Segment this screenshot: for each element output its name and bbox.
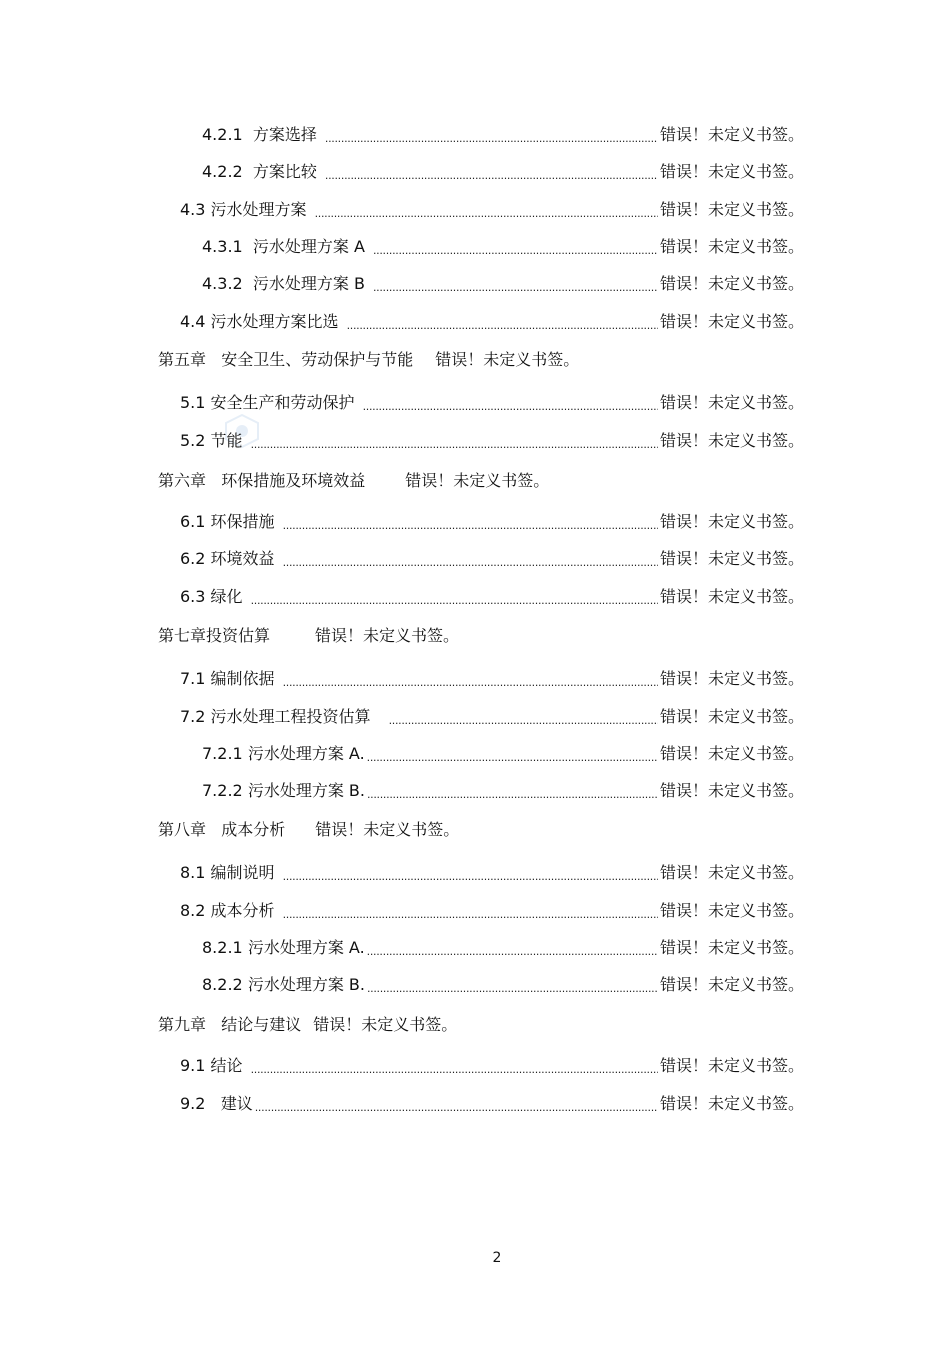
dot-leader xyxy=(325,123,658,147)
dot-leader xyxy=(315,198,658,222)
toc-entry-label: 5.2 节能 xyxy=(180,431,243,450)
toc-entry-label: 6.2 环境效益 xyxy=(180,549,275,568)
toc-chapter-ref: 错误！未定义书签。 xyxy=(313,1015,458,1034)
toc-entry-ref: 错误！未定义书签。 xyxy=(659,1056,804,1075)
dot-leader xyxy=(373,235,658,259)
toc-entry[interactable] xyxy=(202,235,804,259)
toc-entry[interactable] xyxy=(202,123,804,147)
toc-entry[interactable] xyxy=(180,510,804,534)
toc-chapter[interactable] xyxy=(158,1013,457,1037)
toc-entry-ref: 错误！未定义书签。 xyxy=(659,274,804,293)
dot-leader xyxy=(367,936,658,960)
dot-leader xyxy=(389,705,658,729)
toc-entry[interactable] xyxy=(180,198,804,222)
toc-entry[interactable] xyxy=(202,160,804,184)
toc-entry-ref: 错误！未定义书签。 xyxy=(659,901,804,920)
toc-entry-label: 8.2.2 污水处理方案 B. xyxy=(202,975,365,994)
page-number: 2 xyxy=(492,1250,502,1266)
toc-entry-ref: 错误！未定义书签。 xyxy=(659,707,804,726)
dot-leader xyxy=(283,861,658,885)
toc-entry-ref: 错误！未定义书签。 xyxy=(659,237,804,256)
dot-leader xyxy=(251,1054,658,1078)
toc-chapter-label: 第六章 环保措施及环境效益 xyxy=(158,471,366,490)
toc-chapter-label: 第九章 结论与建议 xyxy=(158,1015,302,1034)
dot-leader xyxy=(283,510,658,534)
toc-entry[interactable] xyxy=(202,272,804,296)
dot-leader xyxy=(283,899,658,923)
toc-entry[interactable] xyxy=(180,899,804,923)
toc-entry[interactable] xyxy=(180,705,804,729)
toc-entry-label: 4.3 污水处理方案 xyxy=(180,200,307,219)
toc-chapter-label: 第七章投资估算 xyxy=(158,626,271,645)
toc-entry-ref: 错误！未定义书签。 xyxy=(659,863,804,882)
toc-entry[interactable] xyxy=(180,1054,804,1078)
toc-entry[interactable] xyxy=(180,667,804,691)
toc-chapter-label: 第八章 成本分析 xyxy=(158,820,286,839)
toc-entry-label: 4.2.2 方案比较 xyxy=(202,162,317,181)
toc-chapter[interactable] xyxy=(158,624,459,648)
toc-chapter-ref: 错误！未定义书签。 xyxy=(405,471,550,490)
toc-entry[interactable] xyxy=(202,973,804,997)
toc-entry-label: 7.2.1 污水处理方案 A. xyxy=(202,744,365,763)
toc-entry-ref: 错误！未定义书签。 xyxy=(659,200,804,219)
toc-entry-label: 9.2 建议 xyxy=(180,1094,253,1113)
dot-leader xyxy=(283,667,658,691)
toc-entry-label: 7.1 编制依据 xyxy=(180,669,275,688)
toc-entry-label: 5.1 安全生产和劳动保护 xyxy=(180,393,355,412)
toc-entry-ref: 错误！未定义书签。 xyxy=(659,431,804,450)
dot-leader xyxy=(367,973,658,997)
toc-entry-ref: 错误！未定义书签。 xyxy=(659,512,804,531)
toc-entry-label: 8.2 成本分析 xyxy=(180,901,275,920)
toc-entry-ref: 错误！未定义书签。 xyxy=(659,549,804,568)
toc-entry-label: 6.3 绿化 xyxy=(180,587,243,606)
dot-leader xyxy=(373,272,658,296)
toc-entry-label: 4.4 污水处理方案比选 xyxy=(180,312,339,331)
toc-chapter-ref: 错误！未定义书签。 xyxy=(435,350,580,369)
toc-entry-label: 9.1 结论 xyxy=(180,1056,243,1075)
toc-entry-ref: 错误！未定义书签。 xyxy=(659,312,804,331)
toc-entry-ref: 错误！未定义书签。 xyxy=(659,125,804,144)
toc-entry[interactable] xyxy=(202,742,804,766)
dot-leader xyxy=(347,310,658,334)
toc-chapter-ref: 错误！未定义书签。 xyxy=(315,820,460,839)
toc-entry-ref: 错误！未定义书签。 xyxy=(659,669,804,688)
toc-entry-label: 7.2.2 污水处理方案 B. xyxy=(202,781,365,800)
dot-leader xyxy=(251,429,658,453)
toc-entry-ref: 错误！未定义书签。 xyxy=(659,938,804,957)
toc-entry-label: 4.2.1 方案选择 xyxy=(202,125,317,144)
toc-entry[interactable] xyxy=(180,429,804,453)
toc-entry-label: 8.2.1 污水处理方案 A. xyxy=(202,938,365,957)
toc-entry[interactable] xyxy=(180,391,804,415)
toc-entry-label: 8.1 编制说明 xyxy=(180,863,275,882)
toc-chapter-ref: 错误！未定义书签。 xyxy=(315,626,460,645)
toc-entry[interactable] xyxy=(202,779,804,803)
dot-leader xyxy=(325,160,658,184)
dot-leader xyxy=(367,779,658,803)
toc-chapter[interactable] xyxy=(158,818,459,842)
dot-leader xyxy=(367,742,658,766)
toc-entry-label: 7.2 污水处理工程投资估算 xyxy=(180,707,371,726)
toc-entry-label: 6.1 环保措施 xyxy=(180,512,275,531)
toc-entry[interactable] xyxy=(180,547,804,571)
dot-leader xyxy=(255,1092,658,1116)
toc-entry[interactable] xyxy=(180,310,804,334)
toc-entry-ref: 错误！未定义书签。 xyxy=(659,1094,804,1113)
toc-entry-ref: 错误！未定义书签。 xyxy=(659,162,804,181)
toc-entry[interactable] xyxy=(180,585,804,609)
toc-chapter[interactable] xyxy=(158,348,579,372)
toc-entry-label: 4.3.1 污水处理方案 A xyxy=(202,237,365,256)
toc-chapter-label: 第五章 安全卫生、劳动保护与节能 xyxy=(158,350,414,369)
dot-leader xyxy=(251,585,658,609)
toc-entry-ref: 错误！未定义书签。 xyxy=(659,781,804,800)
toc-entry-ref: 错误！未定义书签。 xyxy=(659,393,804,412)
toc-entry[interactable] xyxy=(180,1092,804,1116)
toc-entry-ref: 错误！未定义书签。 xyxy=(659,587,804,606)
dot-leader xyxy=(363,391,658,415)
toc-entry-ref: 错误！未定义书签。 xyxy=(659,975,804,994)
toc-chapter[interactable] xyxy=(158,469,549,493)
toc-entry-ref: 错误！未定义书签。 xyxy=(659,744,804,763)
toc-entry[interactable] xyxy=(202,936,804,960)
toc-entry-label: 4.3.2 污水处理方案 B xyxy=(202,274,365,293)
dot-leader xyxy=(283,547,658,571)
toc-entry[interactable] xyxy=(180,861,804,885)
